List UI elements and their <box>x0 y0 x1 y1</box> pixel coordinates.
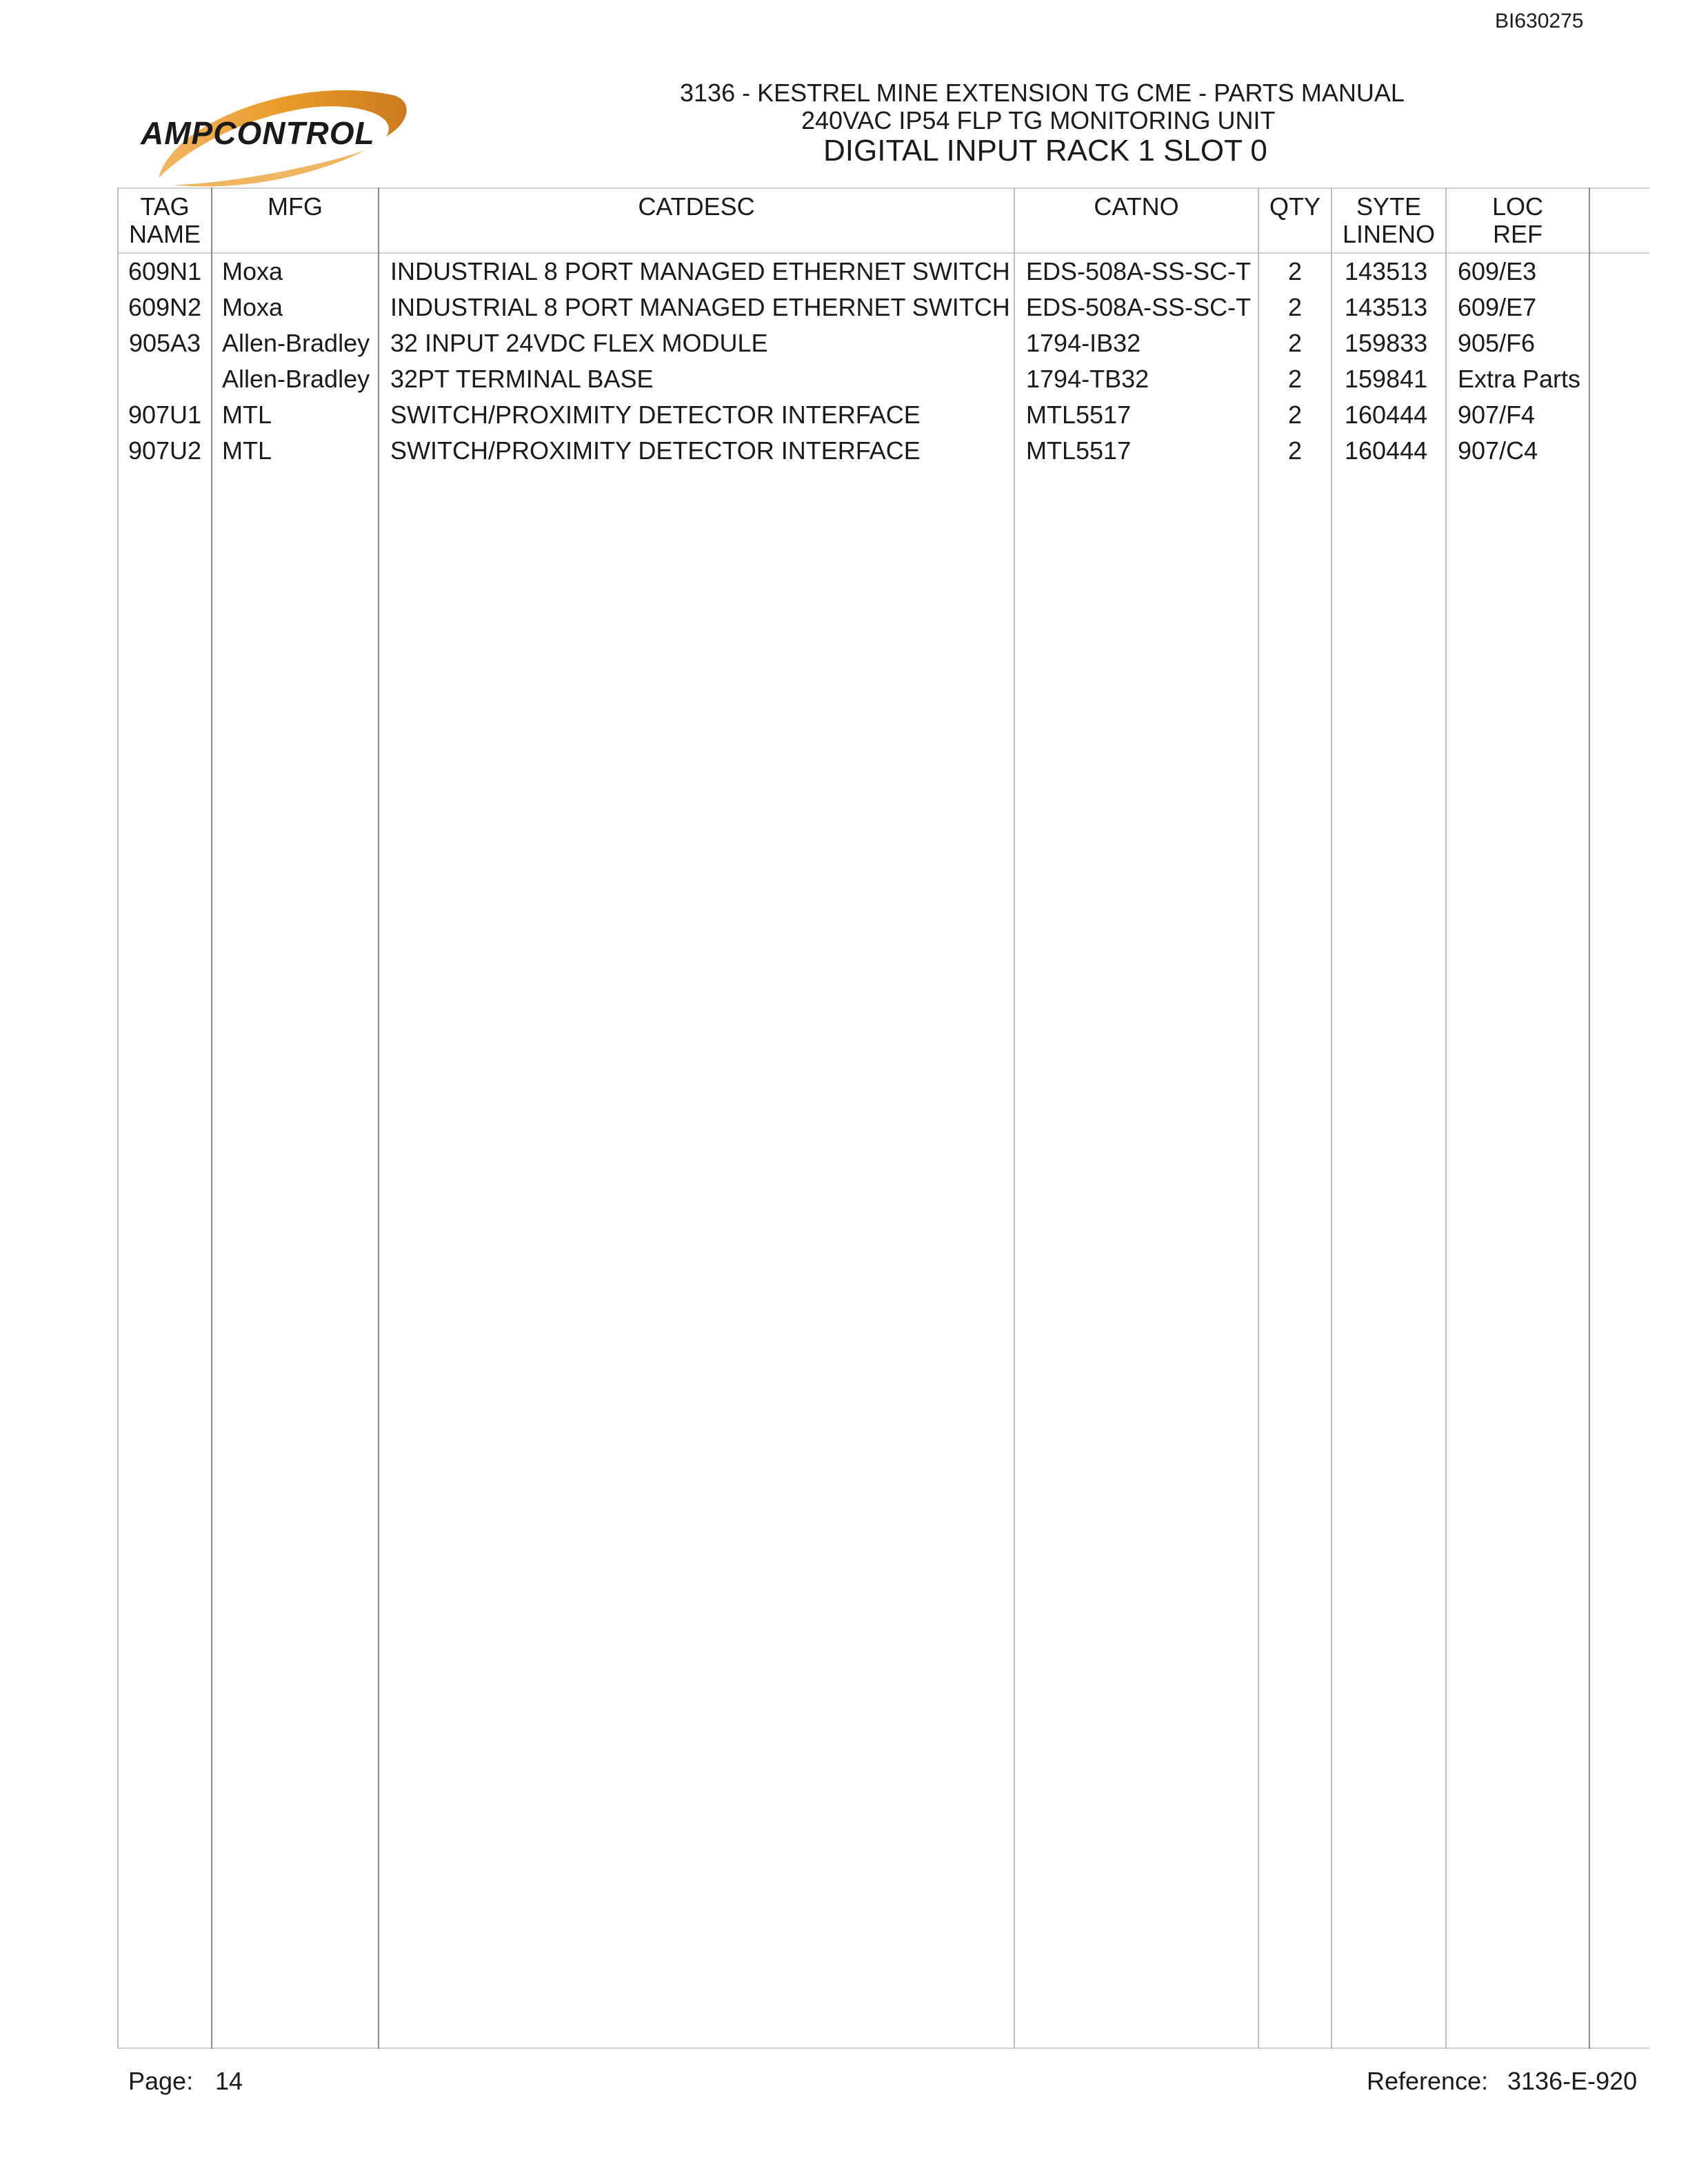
cell-qty: 2 <box>1287 436 1303 465</box>
column-divider <box>211 188 212 2049</box>
cell-loc-ref: 907/F4 <box>1458 401 1536 429</box>
column-header-syte-lineno: SYTE LINENO <box>1342 192 1436 248</box>
column-header-qty: QTY <box>1269 192 1320 221</box>
cell-catdesc: 32PT TERMINAL BASE <box>390 365 654 393</box>
cell-catno: 1794-IB32 <box>1026 329 1141 357</box>
cell-catdesc: INDUSTRIAL 8 PORT MANAGED ETHERNET SWITCH <box>390 257 1010 285</box>
cell-mfg: MTL <box>222 436 272 465</box>
cell-mfg: MTL <box>222 401 272 429</box>
cell-mfg: Moxa <box>222 257 283 285</box>
cell-catno: EDS-508A-SS-SC-T <box>1026 293 1252 321</box>
column-divider <box>1445 188 1447 2049</box>
column-divider <box>1014 188 1015 2049</box>
cell-qty: 2 <box>1287 365 1303 393</box>
section-title: DIGITAL INPUT RACK 1 SLOT 0 <box>823 134 1267 168</box>
page-number: 14 <box>215 2067 243 2095</box>
table-bottom-border <box>117 2048 1649 2049</box>
cell-qty: 2 <box>1287 329 1303 357</box>
page-label: Page: <box>128 2067 194 2095</box>
column-divider <box>1331 188 1332 2049</box>
ampcontrol-logo <box>131 81 421 192</box>
cell-catdesc: SWITCH/PROXIMITY DETECTOR INTERFACE <box>390 401 921 429</box>
column-header-catno: CATNO <box>1094 192 1179 221</box>
cell-qty: 2 <box>1287 401 1303 429</box>
cell-catno: EDS-508A-SS-SC-T <box>1026 257 1252 285</box>
cell-loc-ref: 609/E3 <box>1458 257 1537 285</box>
column-header-loc-ref: LOC REF <box>1491 192 1544 248</box>
cell-syte-lineno: 143513 <box>1345 257 1428 285</box>
table-top-border <box>117 188 1649 189</box>
logo-wordmark: AMPCONTROL <box>141 115 375 151</box>
cell-qty: 2 <box>1287 293 1303 321</box>
cell-mfg: Allen-Bradley <box>222 329 370 357</box>
table-left-border <box>117 188 119 2049</box>
cell-loc-ref: 905/F6 <box>1458 329 1536 357</box>
cell-catdesc: SWITCH/PROXIMITY DETECTOR INTERFACE <box>390 436 921 465</box>
cell-catdesc: 32 INPUT 24VDC FLEX MODULE <box>390 329 768 357</box>
manual-title: 3136 - KESTREL MINE EXTENSION TG CME - PARTS MANUAL <box>680 79 1405 107</box>
column-header-mfg: MFG <box>268 192 323 221</box>
cell-loc-ref: 609/E7 <box>1458 293 1537 321</box>
cell-loc-ref: Extra Parts <box>1458 365 1581 393</box>
table-right-border <box>1589 188 1590 2049</box>
cell-syte-lineno: 159833 <box>1345 329 1428 357</box>
cell-tag-name: 907U1 <box>128 401 202 429</box>
cell-syte-lineno: 160444 <box>1345 401 1428 429</box>
cell-tag-name: 609N2 <box>128 293 202 321</box>
column-divider <box>378 188 379 2049</box>
cell-tag-name: 905A3 <box>128 329 201 357</box>
cell-loc-ref: 907/C4 <box>1458 436 1538 465</box>
cell-catno: MTL5517 <box>1026 436 1132 465</box>
table-header-divider <box>117 252 1649 254</box>
column-divider <box>1258 188 1259 2049</box>
reference-number: 3136-E-920 <box>1507 2067 1638 2095</box>
cell-mfg: Moxa <box>222 293 283 321</box>
cell-syte-lineno: 159841 <box>1345 365 1428 393</box>
cell-tag-name: 609N1 <box>128 257 202 285</box>
reference-label: Reference: <box>1367 2067 1489 2095</box>
cell-syte-lineno: 160444 <box>1345 436 1428 465</box>
cell-catdesc: INDUSTRIAL 8 PORT MANAGED ETHERNET SWITCH <box>390 293 1010 321</box>
column-header-tag-name: TAG NAME <box>128 192 201 248</box>
column-header-catdesc: CATDESC <box>638 192 755 221</box>
cell-qty: 2 <box>1287 257 1303 285</box>
unit-title: 240VAC IP54 FLP TG MONITORING UNIT <box>801 106 1276 134</box>
cell-tag-name: 907U2 <box>128 436 202 465</box>
cell-catno: MTL5517 <box>1026 401 1132 429</box>
cell-syte-lineno: 143513 <box>1345 293 1428 321</box>
cell-mfg: Allen-Bradley <box>222 365 370 393</box>
cell-catno: 1794-TB32 <box>1026 365 1149 393</box>
document-id: BI630275 <box>1495 10 1584 32</box>
